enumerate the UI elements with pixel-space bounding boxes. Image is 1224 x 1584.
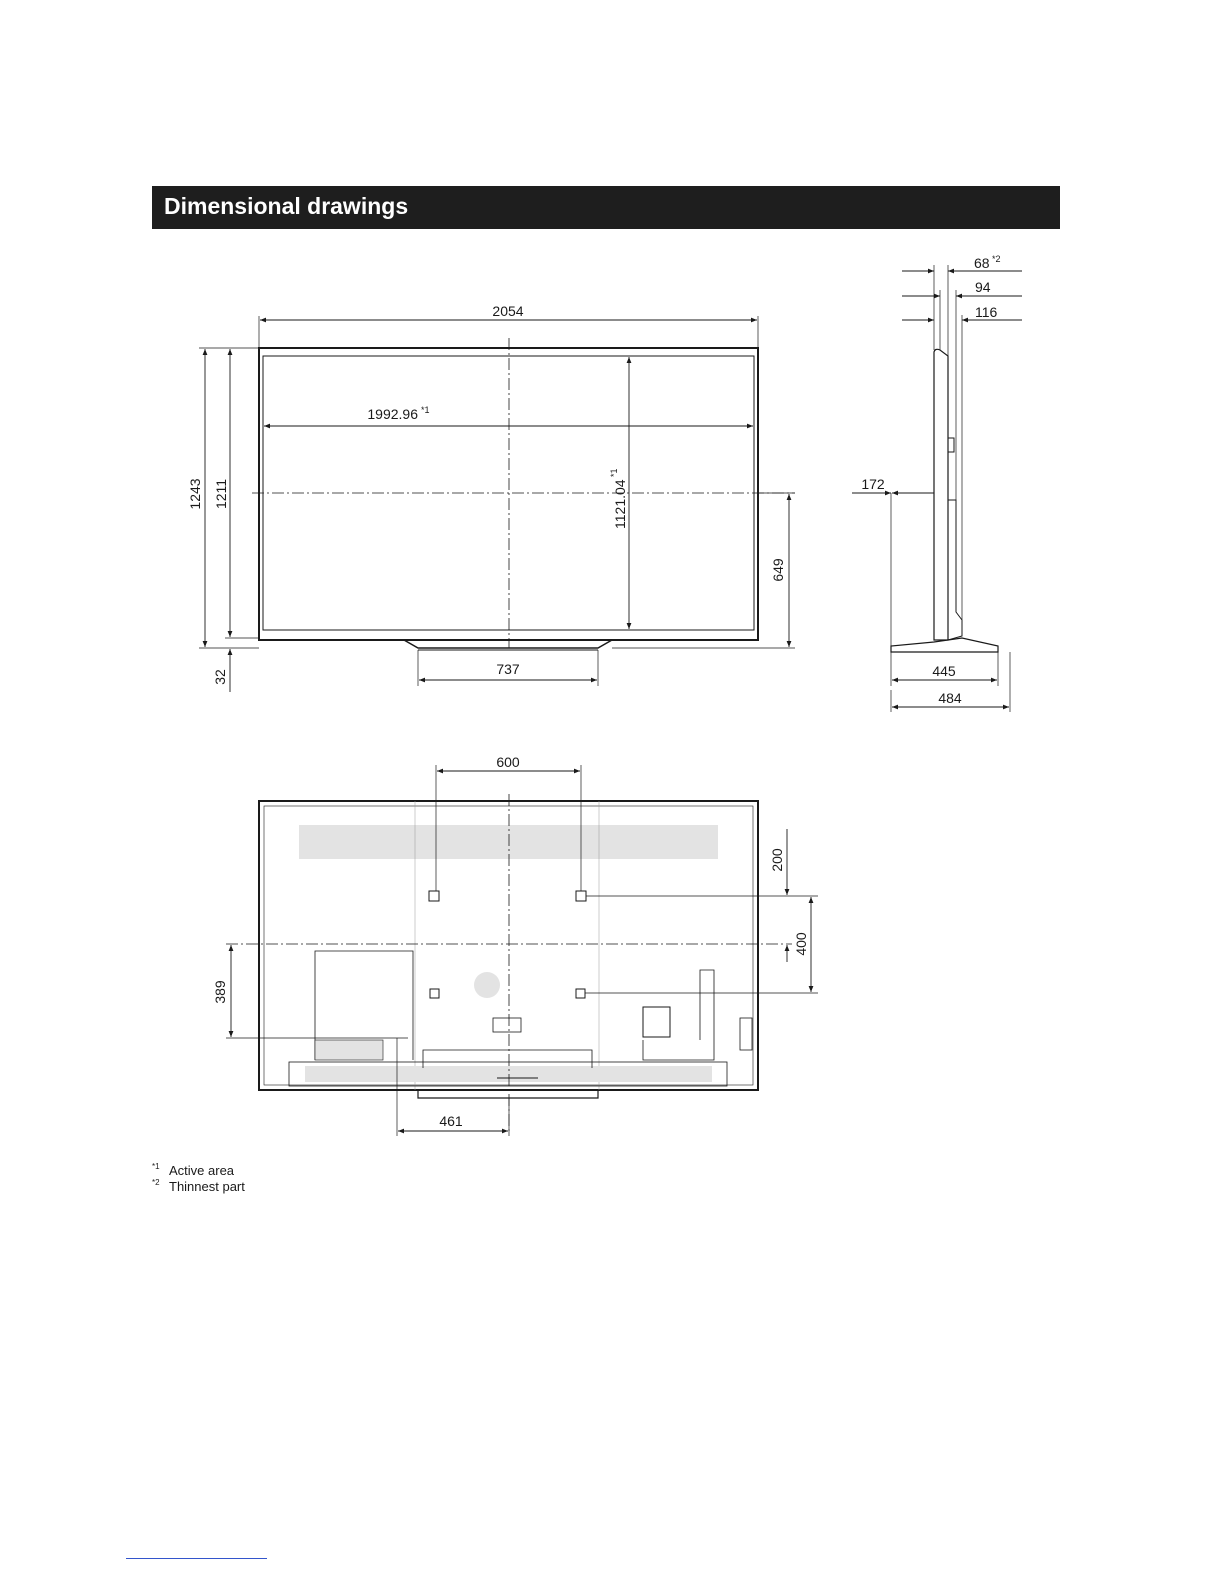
front-view xyxy=(199,316,795,692)
label-active-width-note: *1 xyxy=(421,405,430,415)
rear-label-box xyxy=(493,1018,521,1032)
rear-stand xyxy=(418,1090,598,1098)
footnote-mark: *1 xyxy=(152,1162,160,1171)
bottom-rule xyxy=(126,1558,267,1559)
label-center-to-lower-mount: 389 xyxy=(212,980,228,1004)
mount-hole-top-right xyxy=(576,891,586,901)
label-mount-top-offset: 200 xyxy=(769,848,785,872)
rear-power-inlet xyxy=(643,1007,670,1037)
label-stand-depth-445: 445 xyxy=(932,663,956,679)
label-depth-116: 116 xyxy=(975,304,998,320)
front-outer-frame xyxy=(259,348,758,640)
rear-side-connector xyxy=(740,1018,752,1050)
label-overall-height: 1243 xyxy=(187,478,203,510)
footnote-text: Thinnest part xyxy=(169,1179,245,1194)
section-title: Dimensional drawings xyxy=(164,193,409,219)
label-center-height: 649 xyxy=(770,558,786,582)
rear-terminal-block xyxy=(315,1040,383,1060)
label-thinnest-depth: 68 xyxy=(974,255,990,271)
label-mount-v-spacing: 400 xyxy=(793,932,809,956)
front-stand xyxy=(404,640,612,648)
mount-hole-top-left xyxy=(429,891,439,901)
footnote-mark: *2 xyxy=(152,1178,160,1187)
mount-hole-bottom-right xyxy=(576,989,585,998)
label-stand-gap: 32 xyxy=(212,669,228,685)
label-stand-width: 737 xyxy=(496,661,520,677)
label-depth-94: 94 xyxy=(975,279,991,295)
label-overall-width: 2054 xyxy=(492,303,524,319)
label-mount-h-spacing: 600 xyxy=(496,754,520,770)
label-active-width: 1992.96 xyxy=(367,406,418,422)
rear-shaded-band xyxy=(299,825,718,859)
side-back-bump xyxy=(948,438,954,452)
rear-stand-bracket xyxy=(423,1050,592,1068)
front-view-labels xyxy=(187,303,786,685)
label-active-height: 1121.04 xyxy=(612,479,628,529)
rear-circle-marking xyxy=(474,972,500,998)
side-back-cover xyxy=(948,500,962,640)
footnote-text: Active area xyxy=(169,1163,235,1178)
side-stand xyxy=(891,638,998,652)
label-front-offset: 172 xyxy=(861,476,885,492)
label-stand-depth-484: 484 xyxy=(938,690,962,706)
side-panel-profile xyxy=(934,349,948,640)
side-view-labels xyxy=(861,254,1000,706)
label-thinnest-depth-note: *2 xyxy=(992,254,1001,264)
mount-hole-bottom-left xyxy=(430,989,439,998)
label-panel-height: 1211 xyxy=(213,478,229,510)
rear-view xyxy=(226,765,818,1136)
label-center-offset: 461 xyxy=(439,1113,463,1129)
rear-cable-channel xyxy=(643,970,714,1060)
label-active-height-note: *1 xyxy=(609,468,619,477)
